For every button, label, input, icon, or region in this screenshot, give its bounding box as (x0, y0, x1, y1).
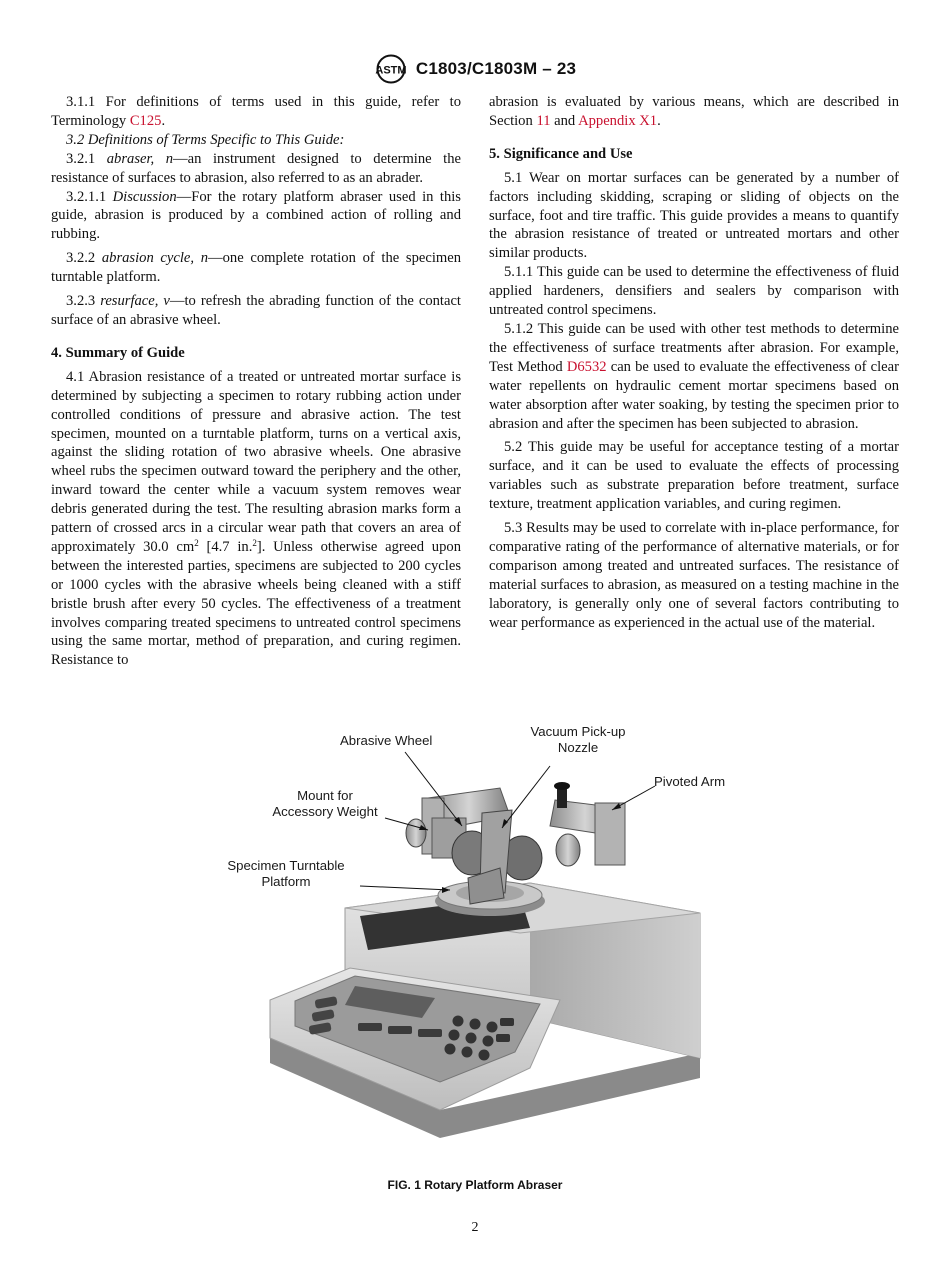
page-number: 2 (471, 1220, 479, 1235)
left-pivot-cap (406, 819, 426, 847)
label-vacuum-nozzle: Vacuum Pick-up Nozzle (530, 724, 626, 755)
paragraph-3-1-1: 3.1.1 For definitions of terms used in this guide, refer to Terminology C125. (51, 94, 461, 129)
paragraph-5-1: 5.1 Wear on mortar surfaces can be generated by a number of factors including skidding, scraping or sliding of objects on the surface, foot and tire traffic. This guide provides a means to quantify the abrasion resistance of treated or untreated mortars and other similar products. (489, 169, 899, 262)
section-5-heading: 5. Significance and Use (489, 145, 633, 162)
paragraph-4-1-continued: abrasion is evaluated by various means, which are described in Section 11 and Appendix X1. (489, 94, 899, 129)
label-pivoted-arm: Pivoted Arm (654, 774, 726, 789)
page-header (0, 54, 950, 84)
paragraph-3-2-3: 3.2.3 resurface, v—to refresh the abrading function of the contact surface of an abrasive wheel. (51, 293, 461, 328)
paragraph-5-3: 5.3 Results may be used to correlate with in-place performance, for comparative rating of the performance of alternative materials, or for comparison among treated and untreated surfaces. The resistance of material surfaces to abrasion, as measured on a testing machine in the laboratory, is generally only one of several factors contributing to wear performance as experienced in the actual use of the material. (489, 520, 899, 631)
link-appendix-x1[interactable]: Appendix X1 (578, 112, 658, 129)
paragraph-4-1: 4.1 Abrasion resistance of a treated or untreated mortar surface is determined by subjecting a specimen to rotary rubbing action under controlled conditions of pressure and abrasive action. The test specimen, mounted on a turntable platform, turns on a vertical axis, against the sliding rotation of two abrasive wheels. One abrasive wheel rubs the specimen outward toward the periphery and the other, inward toward the center while a vacuum system removes wear debris generated during the test. The resulting abrasion marks form a pattern of crossed arcs in a circular wear path that covers an area of approximately 30.0 $cm^2$ [4.7 in.$^2$]. Unless otherwise agreed upon between the interested parties, specimens are subjected to 200 cycles or 1000 cycles with the abrasive wheels being cleaned with a stiff bristle brush after every 50 cycles. The effectiveness of a treatment involves comparing treated specimens to untreated control specimens using the same mortar, method of preparation, and curing regimen. Resistance to (51, 368, 461, 669)
paragraph-5-2: 5.2 This guide may be useful for acceptance testing of a mortar surface, and it can be used to evaluate the effects of processing variables such as substrate preparation before treatment, surface texture, treatment application variables, and curing regimen. (489, 439, 899, 513)
right-pivot-cap (556, 834, 580, 866)
paragraph-3-2-1: 3.2.1 abraser, n—an instrument designed to determine the resistance of surfaces to abrasion, also referred to as an abrader. (51, 150, 462, 186)
label-abrasive-wheel: Abrasive Wheel (340, 733, 433, 748)
document-id: C1803/C1803M – 23 (415, 59, 577, 78)
left-column (51, 93, 461, 670)
link-d6532[interactable]: D6532 (566, 358, 607, 375)
section-4-heading: 4. Summary of Guide (51, 344, 185, 361)
astm-logo-icon (374, 54, 408, 84)
paragraph-5-1-1: 5.1.1 This guide can be used to determine the effectiveness of fluid applied hardeners, densifiers and sealers by comparison with untreated control specimens. (489, 264, 899, 319)
link-c125[interactable]: C125 (129, 112, 162, 129)
paragraph-5-1-2: 5.1.2 This guide can be used with other test methods to determine the effectiveness of surface treatments after abrasion. For example, Test Method D6532 can be used to evaluate the effectiveness of clear water repellents on hydraulic cement mortar specimens based on water absorption after water soaking, by testing the specimen prior to abrasion and after the specimen has been subjected to abrasion. (489, 320, 899, 432)
paragraph-3-2: 3.2 Definitions of Terms Specific to This Guide: (66, 131, 345, 148)
right-column (489, 93, 899, 632)
label-accessory-weight-mount: Mount for Accessory Weight (272, 788, 378, 819)
paragraph-3-2-2: 3.2.2 abrasion cycle, n—one complete rotation of the specimen turntable platform. (51, 250, 461, 286)
right-arm-block (595, 803, 625, 865)
figure-rotary-platform-abraser (200, 718, 760, 1168)
svg-text:ASTM: ASTM (375, 64, 407, 77)
paragraph-3-2-1-1: 3.2.1.1 Discussion—For the rotary platform abraser used in this guide, abrasion is produced by a combined action of rolling and rubbing. (51, 188, 461, 243)
figure-caption: FIG. 1 Rotary Platform Abraser (387, 1178, 563, 1192)
label-specimen-turntable: Specimen Turntable Platform (227, 858, 345, 889)
link-section-11[interactable]: 11 (536, 112, 551, 129)
